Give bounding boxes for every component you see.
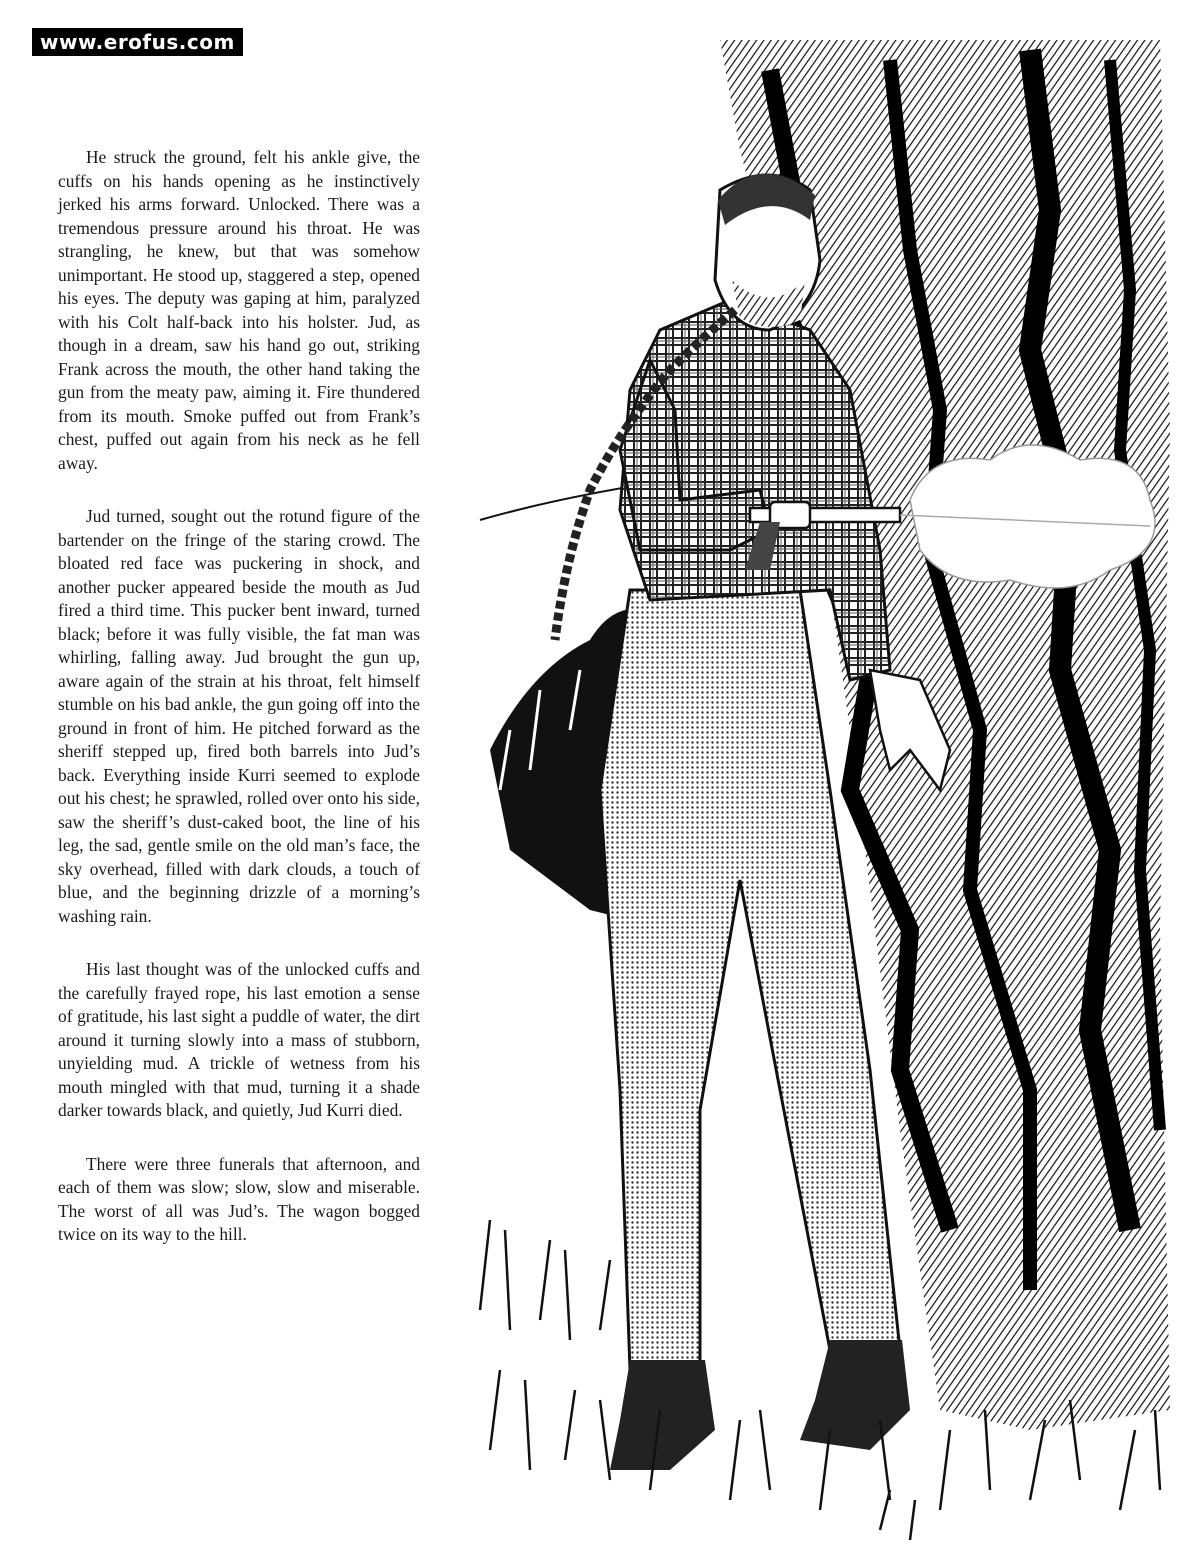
story-paragraph: Jud turned, sought out the rotund figure of the bartender on the fringe of the staring crowd. The bloated red face was puckering in shock, and another pucker appeared beside the mouth as Jud fired a third time. This pucker bent inward, turned black; before it was fully visible, the fat man was whirling, falling away. Jud brought the gun up, aware again of the strain at his throat, felt himself stumble on his bad ankle, the gun going off into the ground in front of him. He pitched forward as the sheriff stepped up, fired both barrels into Jud’s back. Everything inside Kurri seemed to explode out his chest; he sprawled, rolled over onto his side, saw the sheriff’s dust-caked boot, the line of his leg, the sad, gentle smile on the old man’s face, the sky overhead, filled with dark clouds, a touch of blue, and the beginning drizzle of a morning’s washing rain. [58, 506, 420, 926]
story-paragraph: There were three funerals that afternoon, and each of them was slow; slow, slow and miserable. The worst of all was Jud’s. The wagon bogged twice on its way to the hill. [58, 1153, 420, 1244]
story-paragraph: He struck the ground, felt his ankle give, the cuffs on his hands opening as he instinctively jerked his arms forward. Unlocked. There was a tremendous pressure around his throat. He was strangling, he knew, but that was somehow unimportant. He stood up, staggered a step, opened his eyes. The deputy was gaping at him, paralyzed with his Colt half-back into his holster. Jud, as though in a dream, saw his hand go out, striking Frank across the mouth, the other hand taking the gun from the meaty paw, aiming it. Fire thundered from its mouth. Smoke puffed out from Frank’s chest, puffed out again from his neck as he fell away. [58, 147, 420, 473]
story-text-column [58, 146, 420, 1277]
gunfighter-illustration [470, 30, 1185, 1545]
story-paragraph: His last thought was of the unlocked cuffs and the carefully frayed rope, his last emotion a sense of gratitude, his last sight a puddle of water, the dirt around it turning slowly into a mass of stubborn, unyielding mud. A trickle of wetness from his mouth mingled with that mud, turning it a shade darker towards black, and quietly, Jud Kurri died. [58, 959, 420, 1120]
watermark: www.erofus.com [32, 28, 243, 56]
